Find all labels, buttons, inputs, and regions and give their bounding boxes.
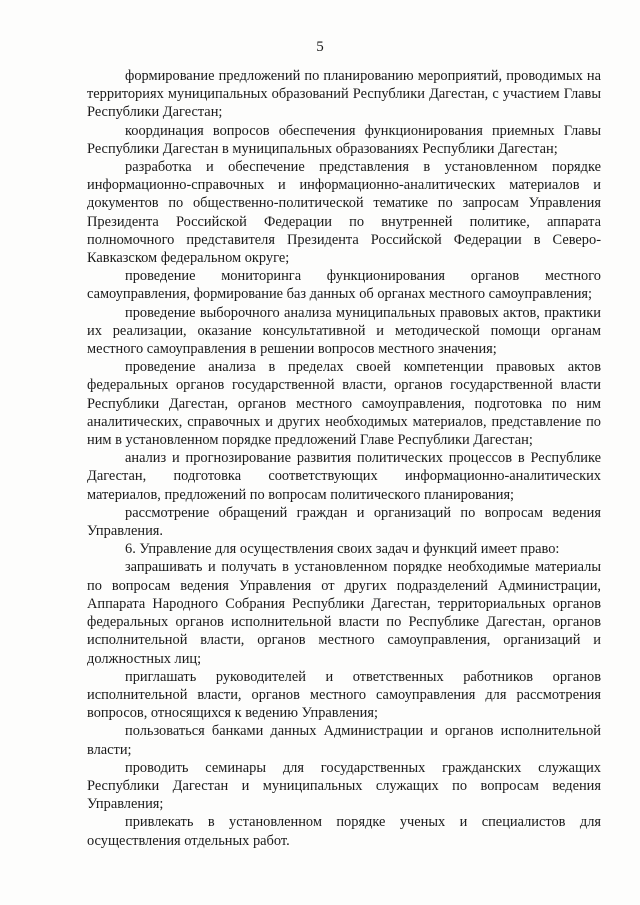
paragraph-invite-officials: приглашать руководителей и ответственных работников органов исполнительной власти, органов местного самоуправления для рассмотрения вопросов, относящихся к ведению Управления; (87, 668, 601, 722)
paragraph-political-forecasting: анализ и прогнозирование развития политических процессов в Республике Дагестан, подготовка соответствующих информационно-аналитических материалов, предложений по вопросам политического планирования; (87, 450, 601, 503)
paragraph-planning-proposals: формирование предложений по планированию мероприятий, проводимых на территориях муниципальных образований Республики Дагестан, с участием Главы Республики Дагестан; (87, 68, 601, 121)
paragraph-legal-acts-analysis: проведение анализа в пределах своей компетенции правовых актов федеральных органов государственной власти, органов государственной власти Республики Дагестан, органов местного самоуправления, подготовка по ним аналитических, справочных и других необходимых материалов, представление по ним в установленном порядке предложений Главе Республики Дагестан; (87, 359, 601, 449)
paragraph-request-materials: запрашивать и получать в установленном порядке необходимые материалы по вопросам ведения Управления от других подразделений Администрации, Аппарата Народного Собрания Республики Дагестан, территориальных органов федеральных органов исполнительной власти по Республике Дагестан, органов исполнительной власти, органов местного самоуправления, организаций и должностных лиц; (87, 559, 601, 667)
paragraph-seminars: проводить семинары для государственных гражданских служащих Республики Дагестан и муниципальных служащих по вопросам ведения Управления; (87, 759, 601, 813)
page-number: 5 (316, 39, 324, 55)
document-body (87, 67, 601, 850)
paragraph-databases: пользоваться банками данных Администрации и органов исполнительной власти; (87, 723, 601, 758)
paragraph-municipal-acts-analysis: проведение выборочного анализа муниципальных правовых актов, практики их реализации, оказание консультативной и методической помощи органам местного самоуправления в решении вопросов местного значения; (87, 304, 601, 358)
paragraph-involve-specialists: привлекать в установленном порядке ученых и специалистов для осуществления отдельных работ. (87, 814, 601, 849)
paragraph-reception-offices: координация вопросов обеспечения функционирования приемных Главы Республики Дагестан в муниципальных образованиях Республики Дагестан; (87, 122, 601, 157)
section-6-heading: 6. Управление для осуществления своих задач и функций имеет право: (125, 541, 560, 558)
paragraph-information-materials: разработка и обеспечение представления в установленном порядке информационно-справочных и информационно-аналитических материалов и документов по общественно-политической тематике по запросам Управления Президента Российской Федерации по внутренней политике, аппарата полномочного представителя Президента Российской Федерации в Северо-Кавказском федеральном округе; (87, 159, 601, 267)
paragraph-citizen-appeals: рассмотрение обращений граждан и организаций по вопросам ведения Управления. (87, 504, 601, 540)
paragraph-monitoring: проведение мониторинга функционирования органов местного самоуправления, формирование баз данных об органах местного самоуправления; (87, 268, 601, 303)
